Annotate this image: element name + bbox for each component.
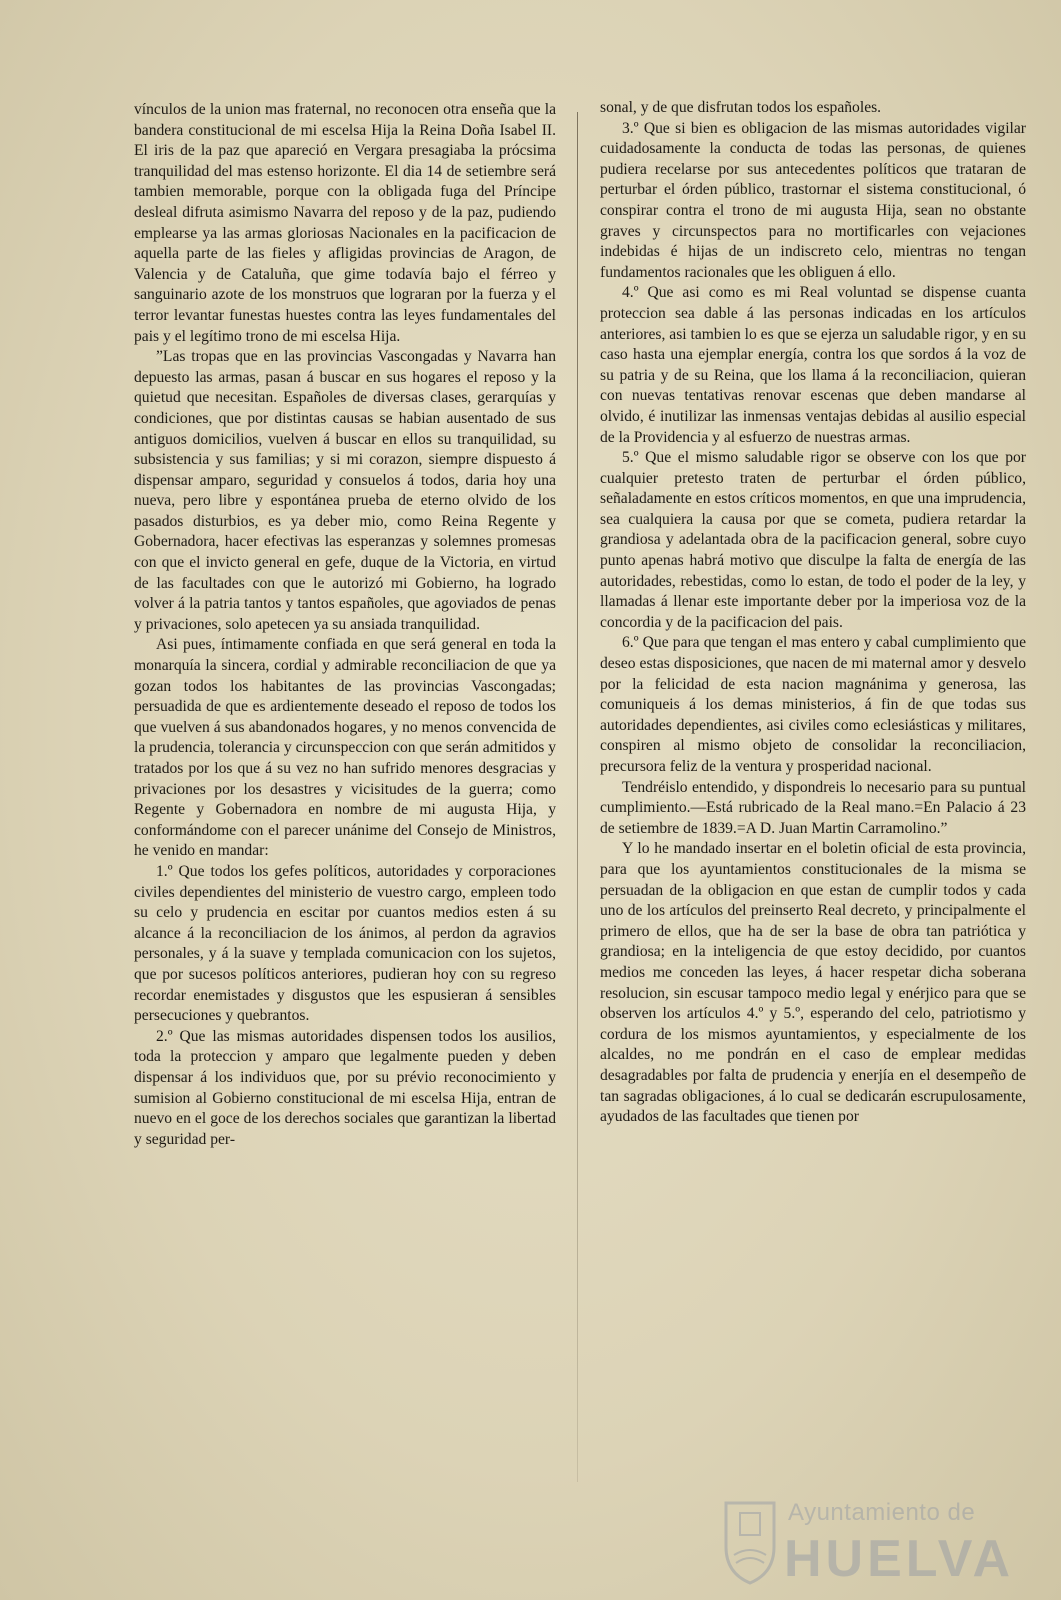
right-text-column bbox=[600, 98, 1026, 1128]
watermark-line-1: Ayuntamiento de bbox=[788, 1499, 976, 1526]
article-1-paragraph: 1.º Que todos los gefes políticos, autoridades y corporaciones civiles dependientes del ministerio de vuestro cargo, empleen todo su celo y prudencia en escitar por cuantos medios esten á su alcance á la reconciliacion de los ánimos, al perdon da agravios personales, y á la suave y templada comunicacion con los sujetos, que por sucesos políticos anteriores, pudieran hoy con su regreso recordar enemistades y disgustos que les espusieran á sensibles persecuciones y quebrantos. bbox=[134, 862, 556, 1025]
article-6-paragraph: 6.º Que para que tengan el mas entero y cabal cumplimiento que deseo estas disposiciones, que nacen de mi maternal amor y desvelo por la felicidad de esta nacion magnánima y generosa, las comuniqueis á los demas ministerios, á fin de que todas sus autoridades dependientes, asi civiles como eclesiásticas y militares, conspiren al mismo objeto de consolidar la reconciliacion, precursora feliz de la ventura y prosperidad nacional. bbox=[600, 634, 1026, 775]
coat-of-arms-icon bbox=[720, 1495, 780, 1585]
article-5-paragraph: 5.º Que el mismo saludable rigor se observe con los que por cualquier pretesto traten de perturbar el órden público, señaladamente en estos críticos momentos, en que una imprudencia, sea cualquiera la causa por que se cometa, pudiera retardar la grandiosa y adelantada obra de la pacificacion general, sobre cuyo punto apenas habrá motivo que disculpe la falta de energía de las autoridades, rebestidas, como lo estan, de todo el poder de la ley, y llamadas á llenar este importante deber por la imperiosa voz de la concordia y de la pacificacion del pais. bbox=[600, 449, 1026, 631]
article-3-paragraph: 3.º Que si bien es obligacion de las mismas autoridades vigilar cuidadosamente la conducta de todas las personas, de quienes pudiera recelarse por sus antecedentes políticos que trataran de perturbar el órden público, trastornar el sistema constitucional, ó conspirar contra el trono de mi augusta Hija, sean no obstante graves y circunspectos para no mortificarles con vejaciones indebidas é hijas de un indiscreto celo, mientras no tengan fundamentos racionales que les obliguen á ello. bbox=[600, 119, 1026, 281]
paragraph: Asi pues, íntimamente confiada en que será general en toda la monarquía la sincera, cordial y admirable reconciliacion de que ya gozan todos los habitantes de las provincias Vascongadas; persuadida de que es ardientemente deseado el reposo de todos los que vuelven á sus abandonados hogares, y no menos convencida de la prudencia, tolerancia y circunspeccion con que serán admitidos y tratados por los que á su vez no han sufrido menores desgracias y privaciones por los desastres y vicisitudes de la guerra; como Regente y Gobernadora en nombre de mi augusta Hija, y conformándome con el parecer unánime del Consejo de Ministros, he venido en mandar: bbox=[134, 636, 556, 860]
column-divider bbox=[577, 112, 578, 1482]
paragraph: sonal, y de que disfrutan todos los españoles. bbox=[600, 99, 882, 116]
paragraph: ”Las tropas que en las provincias Vascongadas y Navarra han depuesto las armas, pasan á buscar en sus hogares el reposo y la quietud que necesitan. Españoles de diversas clases, gerarquías y condiciones, que por distintas causas se habian ausentado de sus antiguos domicilios, vuelven á buscar en ellos su tranquilidad, su subsistencia y sus familias; y si mi corazon, siempre dispuesto á dispensar amparo, seguridad y consuelos á todos, daria hoy una nueva, pero libre y espontánea prueba de eterno olvido de los pasados disturbios, es ya deber mio, como Reina Regente y Gobernadora, hacer efectivas las esperanzas y solemnes promesas con que el invicto general en gefe, duque de la Victoria, en virtud de las facultades con que le autorizó mi Gobierno, ha logrado volver á la patria tantos y tantos españoles, que agoviados de penas y privaciones, solo apetecen ya su ansiada tranquilidad. bbox=[134, 348, 556, 633]
watermark-line-2: HUELVA bbox=[784, 1530, 1015, 1588]
article-2-paragraph: 2.º Que las mismas autoridades dispensen todos los ausilios, toda la proteccion y amparo que legalmente pueden y deben dispensar á los individuos que, por su prévio reconocimiento y sumision al Gobierno constitucional de mi escelsa Hija, entran de nuevo en el goce de los derechos sociales que garantizan la libertad y seguridad per- bbox=[134, 1027, 556, 1148]
left-text-column bbox=[134, 100, 556, 1150]
huelva-watermark bbox=[720, 1495, 1020, 1588]
paragraph: vínculos de la union mas fraternal, no reconocen otra enseña que la bandera constitucional de mi escelsa Hija la Reina Doña Isabel II. El iris de la paz que apareció en Vergara presagiaba la prócsima tranquilidad del mas estenso horizonte. El dia 14 de setiembre será tambien memorable, porque con la obligada fuga del Príncipe desleal difruta asimismo Navarra del reposo y de la paz, pudiendo emplearse ya las armas gloriosas Nacionales en la pacificacion de aquella parte de las fieles y afligidas provincias de Aragon, de Valencia y de Cataluña, que gime todavía bajo el férreo y sanguinario azote de los monstruos que lograran por la fuerza y el terror levantar funestas huestes contra las leyes fundamentales del pais y el legítimo trono de mi escelsa Hija. bbox=[134, 101, 556, 345]
signature-paragraph: Tendréislo entendido, y dispondreis lo necesario para su puntual cumplimiento.—Está rubricado de la Real mano.=En Palacio á 23 de setiembre de 1839.=A D. Juan Martin Carramolino.” bbox=[600, 778, 1026, 837]
article-4-paragraph: 4.º Que asi como es mi Real voluntad se dispense cuanta proteccion sea dable á las personas indicadas en los artículos anteriores, asi tambien lo es que se ejerza un saludable rigor, y en su caso hasta una ejemplar energía, contra los que sordos á la voz de su patria y de su Reina, que los llama á la reconciliacion, quieran con nuevas tentativas renovar escenas que deben mandarse al olvido, é inutilizar las inmensas ventajas debidas al ausilio especial de la Providencia y al esfuerzo de nuestras armas. bbox=[600, 284, 1026, 446]
paragraph: Y lo he mandado insertar en el boletin oficial de esta provincia, para que los ayuntamientos constitucionales de la misma se persuadan de la obligacion en que estan de cumplir todos y cada uno de los artículos del preinserto Real decreto, y principalmente el primero de ellos, que ha de ser la base de obra tan patriótica y grandiosa; en la inteligencia de que estoy decidido, por cuantos medios me conceden las leyes, á hacer respetar dicha soberana resolucion, sin escusar tampoco medio legal y enérjico para que se observen los artículos 4.º y 5.º, esperando del celo, patriotismo y cordura de los mismos ayuntamientos, y especialmente de los alcaldes, no me pondrán en el caso de emplear medidas desagradables por falta de prudencia y enerjía en el desempeño de tan sagradas obligaciones, á lo cual se dedicarán escrupulosamente, ayudados de las facultades que tienen por bbox=[600, 840, 1026, 1126]
